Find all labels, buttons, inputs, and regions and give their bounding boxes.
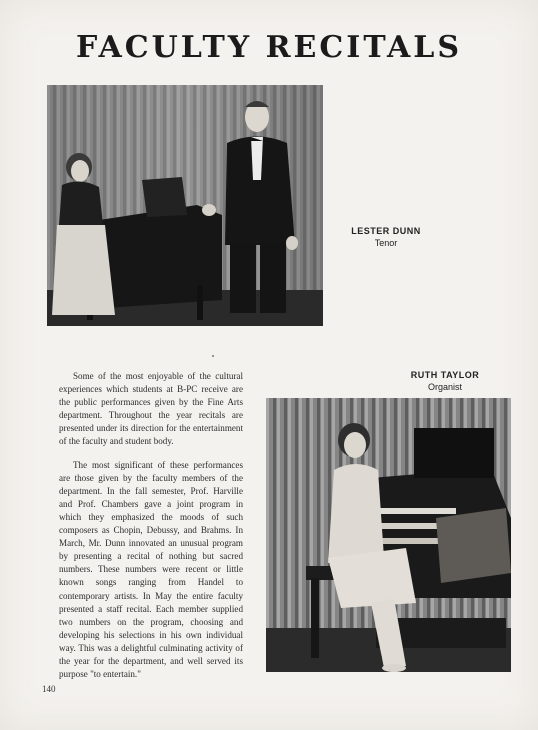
- photo-ruth-taylor: [266, 398, 511, 672]
- photo-1-image: [47, 85, 323, 326]
- caption-ruth-taylor: [400, 370, 490, 392]
- paragraph: Some of the most enjoyable of the cultural experiences which students at B-PC receive are the public performances given by the Fine Arts department. Throughout the year recitals are presented under its direction for the entertainment of the faculty and student body.: [59, 371, 243, 447]
- photo-lester-dunn: [47, 85, 323, 326]
- print-speck: [212, 355, 214, 357]
- page-number: 140: [42, 684, 56, 694]
- caption-name: RUTH TAYLOR: [410, 370, 480, 380]
- article-body: [59, 370, 243, 691]
- page-title: FACULTY RECITALS: [75, 30, 463, 65]
- caption-role: Organist: [427, 382, 462, 392]
- caption-role: Tenor: [374, 238, 398, 248]
- photo-2-image: [266, 398, 511, 672]
- caption-lester-dunn: [340, 226, 432, 248]
- caption-name: LESTER DUNN: [351, 226, 421, 236]
- paragraph: The most significant of these performances are those given by the faculty members of the department. In the fall semester, Prof. Harville and Prof. Chambers gave a joint program in which they emphasized the moods of such composers as Chopin, Debussy, and Brahms. In March, Mr. Dunn innovated an unusual program by presenting a recital of nothing but sacred numbers. These numbers were recent or little known songs ranging from Handel to contemporary artists. In May the entire faculty presented a staff recital. Each member supplied two numbers on the program, choosing and developing his selections in his own individual way. This was a delightful culminating activity of the year for the department, and well served its purpose "to entertain.": [59, 459, 243, 680]
